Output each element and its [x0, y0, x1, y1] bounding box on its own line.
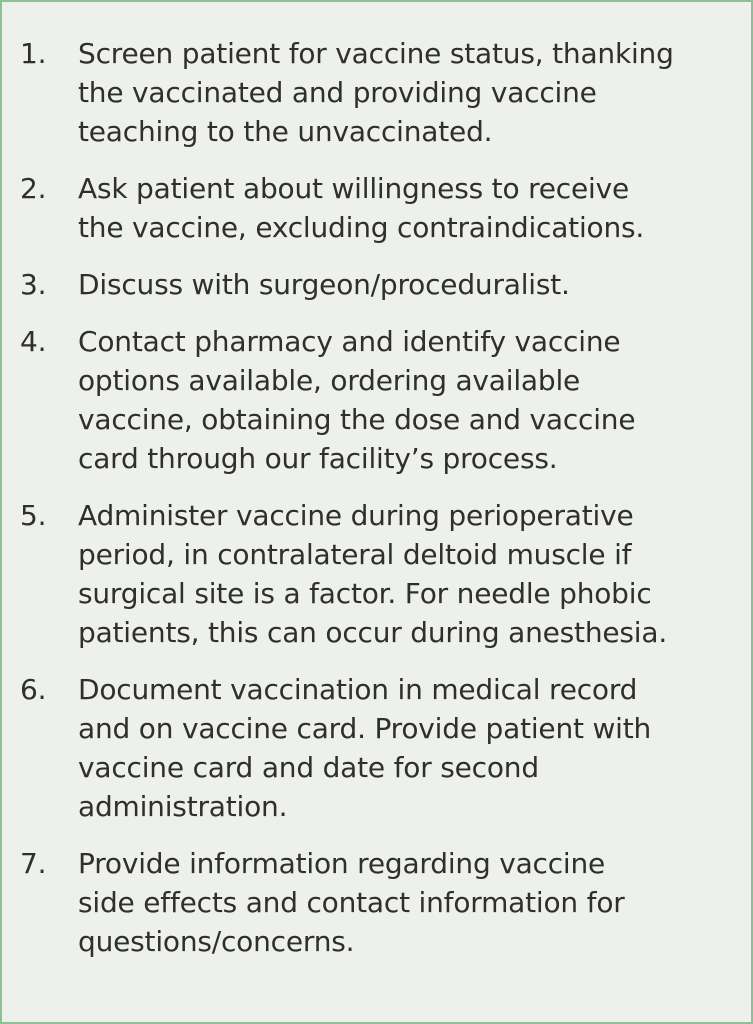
step-text-line: Provide information regarding vaccine	[78, 847, 606, 880]
step-number: 7.	[20, 847, 47, 880]
step-text	[78, 496, 742, 652]
step-text-line: Document vaccination in medical record	[78, 673, 638, 706]
step-number: 3.	[20, 268, 47, 301]
step-text	[78, 265, 742, 304]
step-item	[20, 496, 742, 652]
step-number: 1.	[20, 37, 47, 70]
step-text-line: period, in contralateral deltoid muscle if	[78, 538, 632, 571]
step-item	[20, 34, 742, 151]
step-text	[78, 670, 742, 826]
step-text	[78, 34, 742, 151]
step-text-line: the vaccinated and providing vaccine	[78, 76, 597, 109]
step-number: 5.	[20, 499, 47, 532]
step-item	[20, 169, 742, 247]
step-item	[20, 265, 742, 304]
step-text-line: Ask patient about willingness to receive	[78, 172, 630, 205]
step-text	[78, 169, 742, 247]
step-text	[78, 322, 742, 478]
step-text-line: Administer vaccine during perioperative	[78, 499, 634, 532]
step-text-line: surgical site is a factor. For needle phobic	[78, 577, 652, 610]
step-number: 4.	[20, 325, 47, 358]
step-text-line: side effects and contact information for	[78, 886, 625, 919]
step-text-line: options available, ordering available	[78, 364, 581, 397]
step-text-line: Screen patient for vaccine status, thanking	[78, 37, 674, 70]
step-text-line: and on vaccine card. Provide patient with	[78, 712, 652, 745]
step-item	[20, 844, 742, 961]
step-text-line: questions/concerns.	[78, 925, 355, 958]
step-text-line: Discuss with surgeon/proceduralist.	[78, 268, 570, 301]
step-text-line: administration.	[78, 790, 288, 823]
steps-list	[20, 34, 742, 979]
step-item	[20, 322, 742, 478]
step-text-line: patients, this can occur during anesthesia.	[78, 616, 668, 649]
step-text-line: vaccine, obtaining the dose and vaccine	[78, 403, 636, 436]
step-text-line: the vaccine, excluding contraindications.	[78, 211, 645, 244]
step-text-line: teaching to the unvaccinated.	[78, 115, 493, 148]
step-number: 2.	[20, 172, 47, 205]
step-text-line: vaccine card and date for second	[78, 751, 539, 784]
step-text-line: Contact pharmacy and identify vaccine	[78, 325, 621, 358]
step-text-line: card through our facility’s process.	[78, 442, 558, 475]
step-number: 6.	[20, 673, 47, 706]
step-text	[78, 844, 742, 961]
step-item	[20, 670, 742, 826]
